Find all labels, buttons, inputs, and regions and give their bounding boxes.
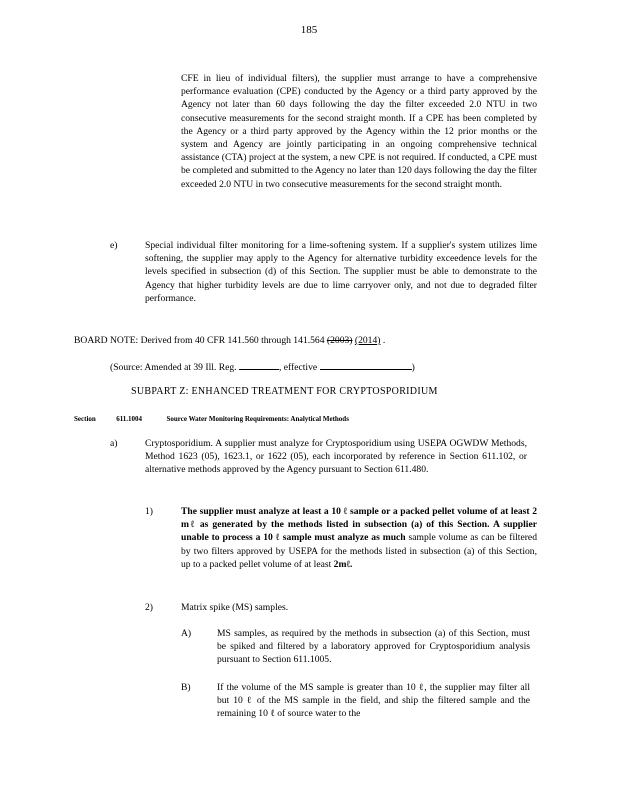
section-title: Source Water Monitoring Requirements: Analytical Methods <box>166 415 349 423</box>
board-note-suffix: . <box>382 335 386 346</box>
item-2-text: Matrix spike (MS) samples. <box>181 602 289 613</box>
source-suffix: ) <box>411 362 415 373</box>
section-heading <box>74 412 544 426</box>
item-a-text: Cryptosporidium. A supplier must analyze for Cryptosporidium using USEPA OGWDW Methods, Method 1623 (05), 1623.1, or 1622 (05), each incorporated by reference in Section 611.102, or alternative methods approved by the Agency pursuant to Section 611.480. <box>145 438 527 476</box>
source-note <box>110 360 540 374</box>
item-B-label: B) <box>181 682 191 693</box>
item-1-label: 1) <box>145 506 153 517</box>
board-note <box>74 334 544 347</box>
subpart-heading: SUBPART Z: ENHANCED TREATMENT FOR CRYPTOSPORIDIUM <box>131 386 438 397</box>
item-a-label: a) <box>110 438 118 449</box>
item-B-text: If the volume of the MS sample is greater than 10 ℓ, the supplier may filter all but 10 ℓ of the MS sample in the field, and ship the filtered sample and the remaining 10 ℓ of source water to the <box>217 682 530 720</box>
item-A-label: A) <box>181 628 192 639</box>
item-2-label: 2) <box>145 602 153 613</box>
section-number: 611.1004 <box>116 415 143 423</box>
item-A-text: MS samples, as required by the methods in subsection (a) of this Section, must be spiked and filtered by a laboratory approved for Cryptosporidium analysis pursuant to Section 611.1005. <box>217 628 530 666</box>
item-e-text: Special individual filter monitoring for a lime-softening system. If a supplier's system utilizes lime softening, the supplier may apply to the Agency for alternative turbidity exceedence levels for the levels specified in subsection (d) of this Section. The supplier must be able to demonstrate to the Agency that higher turbidity levels are due to lime carryover only, and not due to degraded filter performance. <box>145 240 537 304</box>
source-blank-reg <box>239 360 279 370</box>
item-1-bold-end: 2mℓ. <box>333 558 353 570</box>
board-note-prefix: BOARD NOTE: Derived from 40 CFR 141.560 through 141.564 <box>74 335 325 346</box>
item-1-text <box>181 505 537 571</box>
source-prefix: (Source: Amended at 39 Ill. Reg. <box>110 362 237 373</box>
cpe-paragraph: CFE in lieu of individual filters), the supplier must arrange to have a comprehensive performance evaluation (CPE) conducted by the Agency or a third party approved by the Agency not later than 60 days following the day the filter exceeded 2.0 NTU in two consecutive measurements for the second straight month. If a CPE has been completed by the Agency or a third party approved by the Agency within the 12 prior months or the system and Agency are jointly participating in an ongoing comprehensive technical assistance (CTA) project at the system, a new CPE is not required. If conducted, a CPE must be completed and submitted to the Agency no later than 120 days following the day the filter exceeded 2.0 NTU in two consecutive measurements for the second straight month. <box>181 73 537 190</box>
section-label: Section <box>74 415 96 423</box>
item-e-label: e) <box>110 240 118 251</box>
source-blank-date <box>320 360 412 370</box>
page-number: 185 <box>300 24 318 36</box>
item-1-bold-text: The supplier must analyze at least a 10 ℓ sample or a packed pellet volume of at least 2 mℓ as generated by the methods listed in subsection (a) of this Section. A supplier unable to process a 10 ℓ sample must analyze as much <box>181 506 537 544</box>
item-1-plain-text: sample volume as can be filtered by two filters approved by USEPA for the methods listed in subsection (a) of this Section, up to a packed pellet volume of at least <box>181 532 537 570</box>
board-note-inserted: (2014) <box>354 335 381 346</box>
board-note-struck: (2003) <box>326 335 353 346</box>
source-middle: , effective <box>278 362 318 373</box>
